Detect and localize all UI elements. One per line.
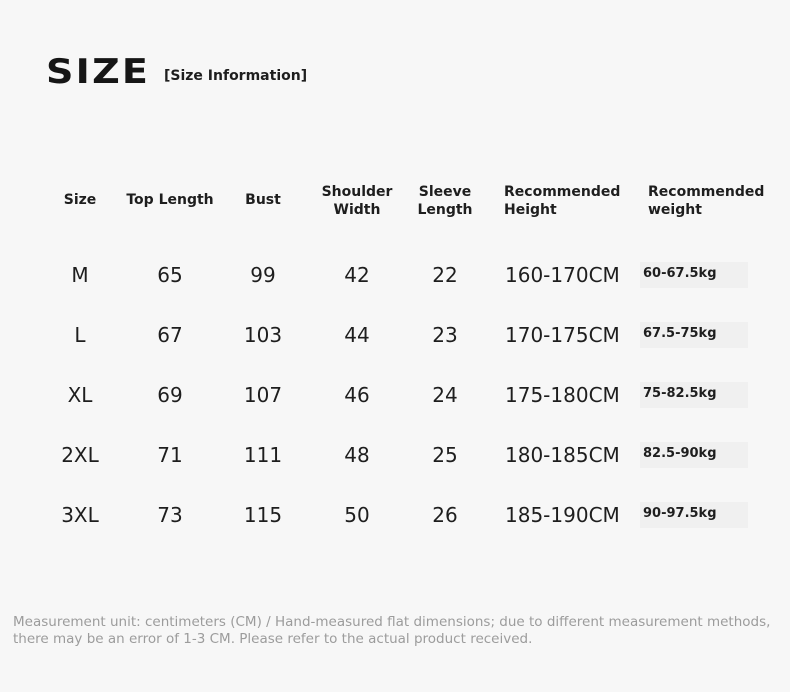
header-line: Height (504, 202, 557, 218)
header-line: Bust (245, 192, 281, 208)
cell-shoulder-width: 42 (344, 263, 370, 287)
cell-recommended-height: 175-180CM (505, 383, 620, 407)
size-title: SIZE (46, 52, 151, 92)
cell-sleeve-length: 22 (432, 263, 458, 287)
header-line: Recommended (504, 184, 621, 200)
cell-recommended-weight: 67.5-75kg (643, 326, 717, 341)
cell-shoulder-width: 50 (344, 503, 370, 527)
cell-size: L (74, 323, 86, 347)
cell-bust: 115 (243, 503, 283, 527)
size-subtitle: [Size Information] (164, 68, 308, 84)
cell-recommended-height: 170-175CM (505, 323, 620, 347)
cell-top-length: 73 (157, 503, 183, 527)
header-line: Shoulder (321, 184, 393, 200)
cell-bust: 107 (243, 383, 283, 407)
header-line: Top Length (126, 192, 214, 208)
cell-recommended-height: 180-185CM (505, 443, 620, 467)
header-sleeve-length (385, 183, 505, 219)
header-line: Recommended (648, 184, 765, 200)
header-line: Length (417, 202, 473, 218)
cell-size: XL (67, 383, 93, 407)
cell-recommended-weight: 82.5-90kg (643, 446, 717, 461)
header-recommended-weight (648, 183, 778, 219)
cell-size: M (71, 263, 89, 287)
header-line: weight (648, 202, 702, 218)
cell-sleeve-length: 23 (432, 323, 458, 347)
note-line-2: there may be an error of 1-3 CM. Please refer to the actual product received. (13, 631, 533, 647)
cell-top-length: 67 (157, 323, 183, 347)
cell-size: 2XL (61, 443, 99, 467)
cell-recommended-height: 160-170CM (505, 263, 620, 287)
cell-bust: 103 (243, 323, 283, 347)
cell-recommended-weight: 75-82.5kg (643, 386, 717, 401)
header-line: Sleeve (418, 184, 472, 200)
cell-top-length: 69 (157, 383, 183, 407)
cell-top-length: 65 (157, 263, 183, 287)
cell-bust: 99 (250, 263, 276, 287)
measurement-note (13, 614, 783, 648)
cell-size: 3XL (61, 503, 99, 527)
cell-sleeve-length: 26 (432, 503, 458, 527)
cell-recommended-height: 185-190CM (505, 503, 620, 527)
cell-bust: 111 (243, 443, 283, 467)
cell-shoulder-width: 44 (344, 323, 370, 347)
cell-shoulder-width: 48 (344, 443, 370, 467)
header-line: Width (333, 202, 381, 218)
cell-recommended-weight: 60-67.5kg (643, 266, 717, 281)
header-recommended-height (504, 183, 634, 219)
cell-sleeve-length: 25 (432, 443, 458, 467)
cell-recommended-weight: 90-97.5kg (643, 506, 717, 521)
cell-sleeve-length: 24 (432, 383, 458, 407)
note-line-1: Measurement unit: centimeters (CM) / Hand-measured flat dimensions; due to different measurement methods, (13, 614, 771, 630)
header-line: Size (63, 192, 97, 208)
cell-top-length: 71 (157, 443, 183, 467)
cell-shoulder-width: 46 (344, 383, 370, 407)
